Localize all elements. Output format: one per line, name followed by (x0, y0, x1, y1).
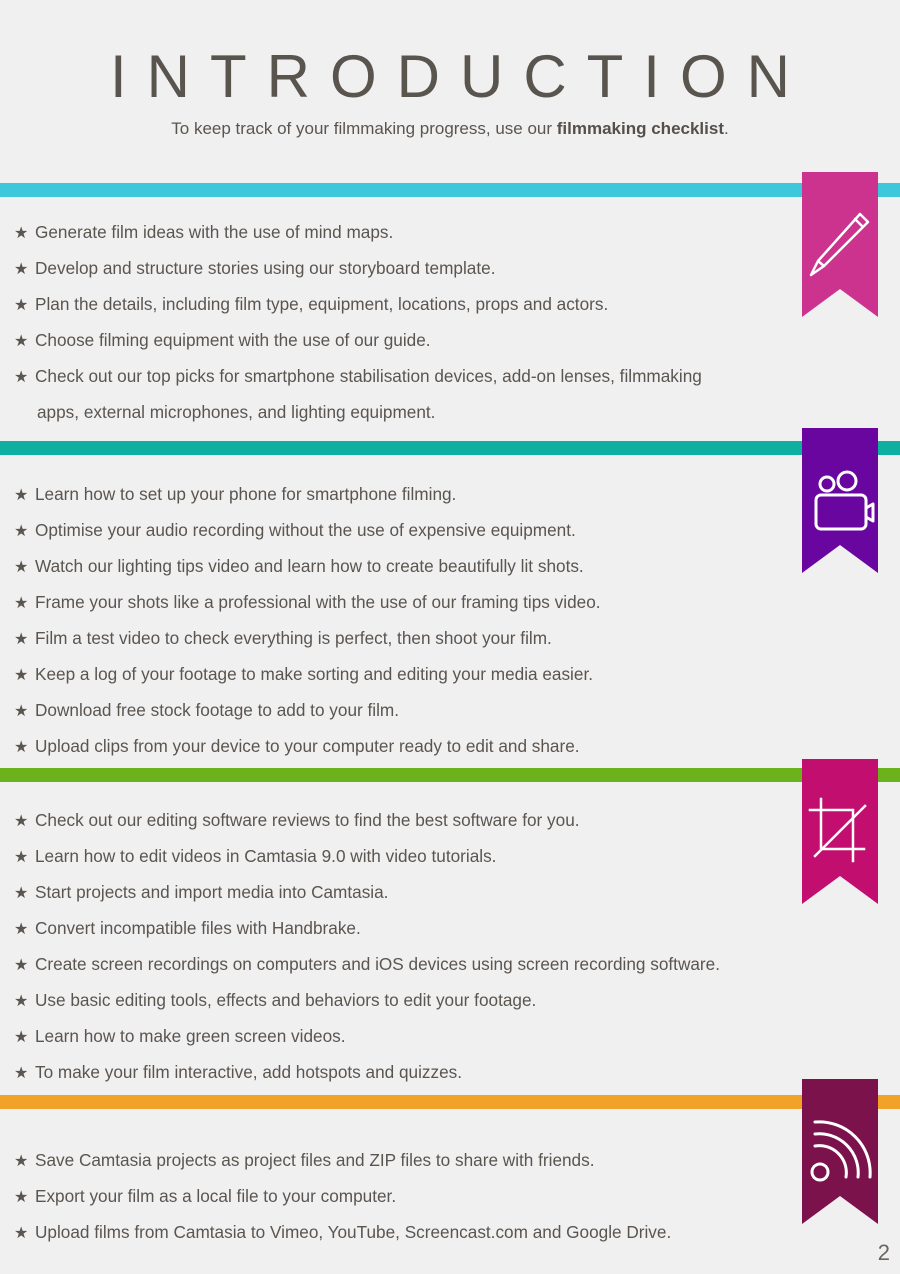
list-item: ★ Upload films from Camtasia to Vimeo, YouTube, Screencast.com and Google Drive. (14, 1222, 672, 1242)
list-item: ★ Film a test video to check everything is perfect, then shoot your film. (14, 628, 552, 648)
list-item: ★ Generate film ideas with the use of mind maps. (14, 222, 394, 242)
section-4-ribbon (802, 1079, 878, 1224)
list-item: ★ Learn how to set up your phone for smartphone filming. (14, 484, 457, 504)
section-3-ribbon (802, 759, 878, 904)
list-item: ★ Upload clips from your device to your computer ready to edit and share. (14, 736, 580, 756)
section-4-divider (0, 1095, 900, 1109)
list-item: ★ Keep a log of your footage to make sorting and editing your media easier. (14, 664, 593, 684)
list-item: ★ Save Camtasia projects as project files and ZIP files to share with friends. (14, 1150, 595, 1170)
section-1-divider (0, 183, 900, 197)
page-subtitle (0, 119, 900, 139)
list-item: ★ Optimise your audio recording without the use of expensive equipment. (14, 520, 576, 540)
section-2-ribbon (802, 428, 878, 573)
list-item: ★ To make your film interactive, add hotspots and quizzes. (14, 1062, 463, 1082)
page-number: 2 (877, 1240, 890, 1265)
page-title: INTRODUCTION (110, 43, 810, 110)
subtitle-bold: filmmaking checklist (556, 119, 724, 138)
list-item: ★ Check out our editing software reviews to find the best software for you. (14, 810, 580, 830)
section-2-list (14, 477, 804, 765)
list-item: ★ Check out our top picks for smartphone stabilisation devices, add-on lenses, filmmaking (14, 366, 702, 386)
list-item: ★ Plan the details, including film type, equipment, locations, props and actors. (14, 294, 609, 314)
section-3-list (14, 803, 804, 1091)
list-item: ★ Develop and structure stories using our storyboard template. (14, 258, 496, 278)
list-item: ★ Choose filming equipment with the use of our guide. (14, 330, 431, 350)
list-item: ★ Learn how to make green screen videos. (14, 1026, 346, 1046)
section-1-list (14, 215, 804, 429)
section-2-divider (0, 441, 900, 455)
list-item: ★ Use basic editing tools, effects and behaviors to edit your footage. (14, 990, 537, 1010)
list-item: ★ Learn how to edit videos in Camtasia 9.0 with video tutorials. (14, 846, 497, 866)
section-1-ribbon (802, 172, 878, 317)
list-item: ★ Start projects and import media into Camtasia. (14, 882, 389, 902)
list-item-continuation: apps, external microphones, and lighting equipment. (37, 402, 436, 422)
list-item: ★ Frame your shots like a professional with the use of our framing tips video. (14, 592, 601, 612)
list-item: ★ Create screen recordings on computers and iOS devices using screen recording software. (14, 954, 720, 974)
section-3-divider (0, 768, 900, 782)
list-item: ★ Download free stock footage to add to your film. (14, 700, 400, 720)
section-4-list (14, 1143, 804, 1251)
list-item: ★ Convert incompatible files with Handbrake. (14, 918, 361, 938)
list-item: ★ Watch our lighting tips video and learn how to create beautifully lit shots. (14, 556, 584, 576)
subtitle-end: . (724, 119, 729, 138)
subtitle-text: To keep track of your filmmaking progress, use our (171, 119, 557, 138)
list-item: ★ Export your film as a local file to your computer. (14, 1186, 397, 1206)
